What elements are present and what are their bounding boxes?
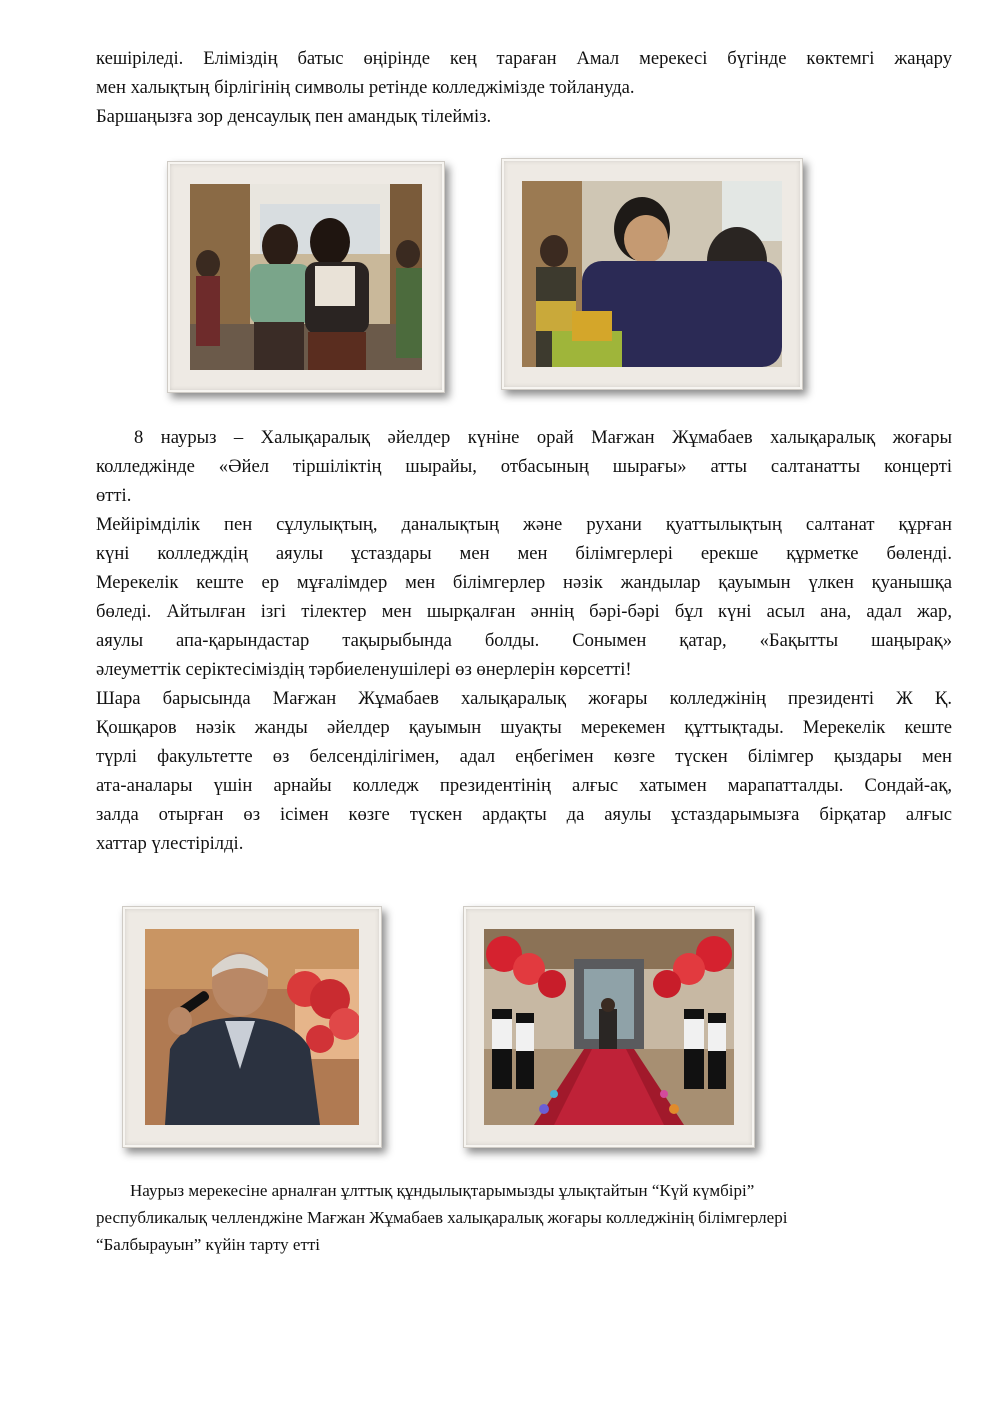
text-line: күні колледждің аяулы ұстаздары мен мен білімгерлері ерекше құрметке бөленді. xyxy=(96,543,952,564)
text-line: колледжінде «Әйел тіршіліктің шырайы, отбасының шырағы» атты салтанатты концерті xyxy=(96,456,952,477)
text-line: Баршаңызға зор денсаулық пен амандық тілейміз. xyxy=(96,106,492,127)
text-line: мен халықтың бірлігінің символы ретінде колледжімізде тойлануда. xyxy=(96,77,635,98)
photo-speaker xyxy=(145,929,359,1125)
text-line: өтті. xyxy=(96,485,132,506)
text-line: кешіріледі. Еліміздің батыс өңірінде кең тараған Амал мерекесі бүгінде көктемгі жаңару xyxy=(96,48,952,69)
text-line: Мейірімділік пен сұлулықтың, даналықтың және рухани қуаттылықтың салтанат құрған xyxy=(96,514,952,535)
nauryz-caption xyxy=(96,1177,956,1258)
text-line: 8 наурыз – Халықаралық әйелдер күніне орай Мағжан Жұмабаев халықаралық жоғары xyxy=(134,427,952,448)
photo-frame-hugging-men xyxy=(501,158,803,390)
text-line: әлеуметтік серіктесіміздің тәрбиеленушілері өз өнерлерін көрсетті! xyxy=(96,659,632,680)
photo-frame-speaker xyxy=(122,906,382,1148)
text-line: Наурыз мерекесіне арналған ұлттық құндылықтарымызды ұлықтайтын “Күй күмбірі” xyxy=(130,1181,755,1200)
photo-hugging-men xyxy=(522,181,782,367)
photo-hugging-women xyxy=(190,184,422,370)
photo-frame-hugging-women xyxy=(167,161,445,393)
text-line: республикалық челленджіне Мағжан Жұмабаев халықаралық жоғары колледжінің білімгерлері xyxy=(96,1208,788,1227)
photo-frame-red-carpet xyxy=(463,906,755,1148)
text-line: Мерекелік кеште ер мұғалімдер мен білімгерлер нәзік жандылар қауымын үлкен қуанышқа xyxy=(96,572,952,593)
text-line: залда отырған өз ісімен көзге түскен ардақты да аяулы ұстаздарымызға бірқатар алғыс xyxy=(96,804,952,825)
text-line: Шара барысында Мағжан Жұмабаев халықаралық жоғары колледжінің президенті Ж Қ. xyxy=(96,688,952,709)
text-line: аяулы апа-қарындастар тақырыбында болды. Сонымен қатар, «Бақытты шаңырақ» xyxy=(96,630,952,651)
text-line: ата-аналары үшін арнайы колледж президентінің алғыс хатымен марапатталды. Сондай-ақ, xyxy=(96,775,952,796)
text-line: “Балбырауын” күйін тарту етті xyxy=(96,1235,321,1254)
text-line: Қошқаров нәзік жанды әйелдер қауымын шуақты мерекемен құттықтады. Мерекелік кеште xyxy=(96,717,952,738)
text-line: түрлі факультетте өз белсенділігімен, адал еңбегімен көзге түскен білімгер қыздары мен xyxy=(96,746,952,767)
intro-paragraph xyxy=(96,44,952,131)
text-line: хаттар үлестірілді. xyxy=(96,833,244,854)
text-line: бөледі. Айтылған ізгі тілектер мен шырқалған әннің бәрі-бәрі бұл күні асыл ана, адал жар, xyxy=(96,601,952,622)
photo-red-carpet xyxy=(484,929,734,1125)
march8-paragraph xyxy=(96,423,952,858)
